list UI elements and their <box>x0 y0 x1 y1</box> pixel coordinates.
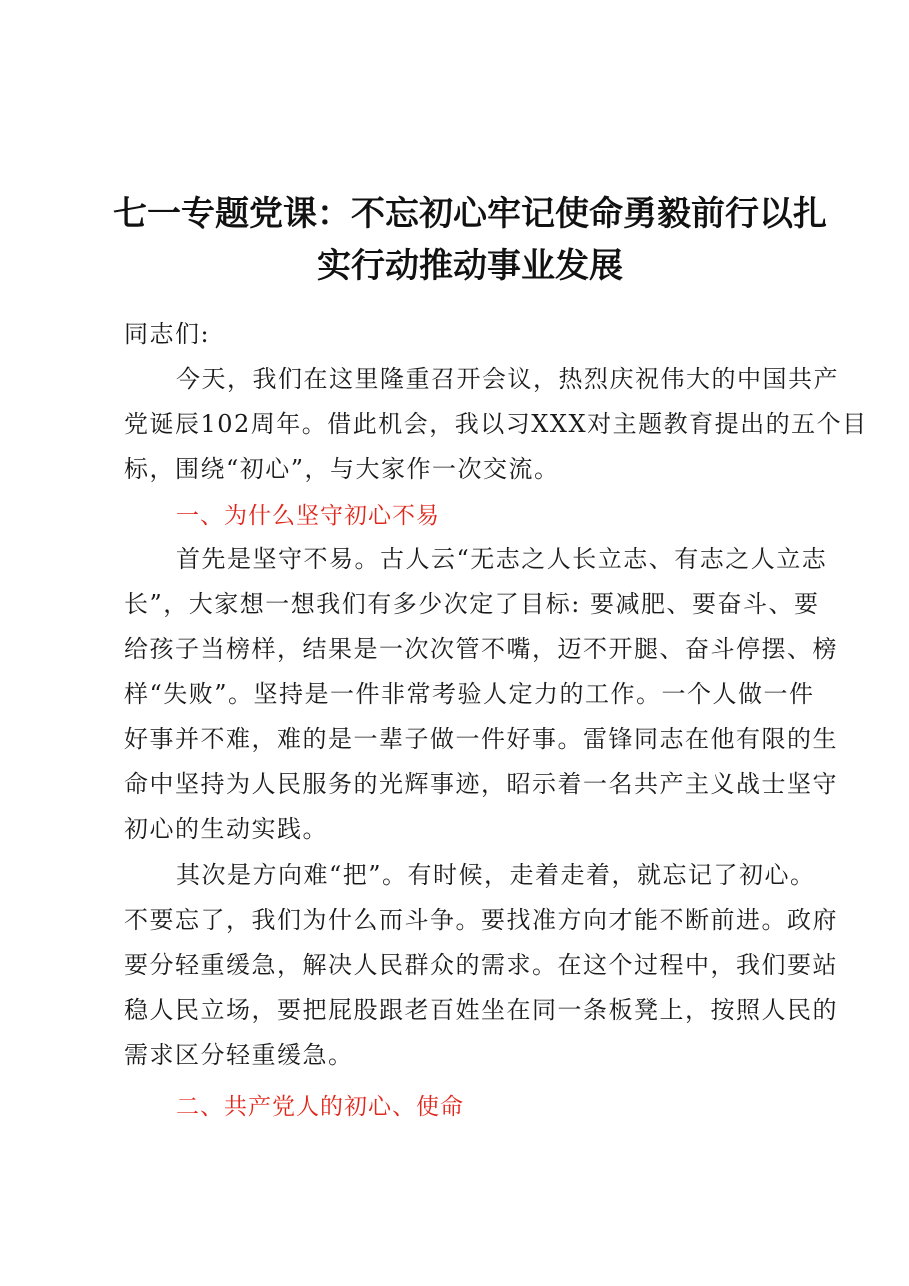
paragraph-line: 命中坚持为人民服务的光辉事迹，昭示着一名共产主义战士坚守 <box>124 770 838 798</box>
paragraph-2 <box>124 537 838 852</box>
title-line-1: 七一专题党课：不忘初心牢记使命勇毅前行以扎 <box>113 194 827 234</box>
paragraph-line: 给孩子当榜样，结果是一次次管不嘴，迈不开腿、奋斗停摆、榜 <box>124 635 838 663</box>
paragraph-3 <box>124 853 838 1078</box>
paragraph-line: 稳人民立场，要把屁股跟老百姓坐在同一条板凳上，按照人民的 <box>124 996 838 1024</box>
paragraph-line: 长”，大家想一想我们有多少次定了目标: 要减肥、要奋斗、要 <box>124 590 820 618</box>
title-line-2: 实行动推动事业发展 <box>317 246 623 286</box>
document-title <box>100 188 840 292</box>
paragraph-line: 党诞辰102周年。借此机会，我以习XXX对主题教育提出的五个目 <box>124 410 868 438</box>
paragraph-line: 要分轻重缓急，解决人民群众的需求。在这个过程中，我们要站 <box>124 951 838 979</box>
paragraph-line: 样“失败”。坚持是一件非常考验人定力的工作。一个人做一件 <box>124 680 815 708</box>
paragraph-1 <box>124 357 868 492</box>
section-heading-2: 二、共产党人的初心、使命 <box>176 1094 464 1120</box>
paragraph-line: 标，围绕“初心”，与大家作一次交流。 <box>124 455 560 483</box>
greeting: 同志们: <box>124 320 211 348</box>
paragraph-line: 需求区分轻重缓急。 <box>124 1041 354 1069</box>
section-heading-1: 一、为什么坚守初心不易 <box>176 503 440 529</box>
paragraph-line: 初心的生动实践。 <box>124 815 328 843</box>
paragraph-line: 不要忘了，我们为什么而斗争。要找准方向才能不断前进。政府 <box>124 906 838 934</box>
paragraph-line: 首先是坚守不易。古人云“无志之人长立志、有志之人立志 <box>176 545 828 573</box>
paragraph-line: 好事并不难，难的是一辈子做一件好事。雷锋同志在他有限的生 <box>124 725 838 753</box>
paragraph-line: 其次是方向难“把”。有时候，走着走着，就忘记了初心。 <box>176 861 816 889</box>
paragraph-line: 今天，我们在这里隆重召开会议，热烈庆祝伟大的中国共产 <box>176 365 839 393</box>
